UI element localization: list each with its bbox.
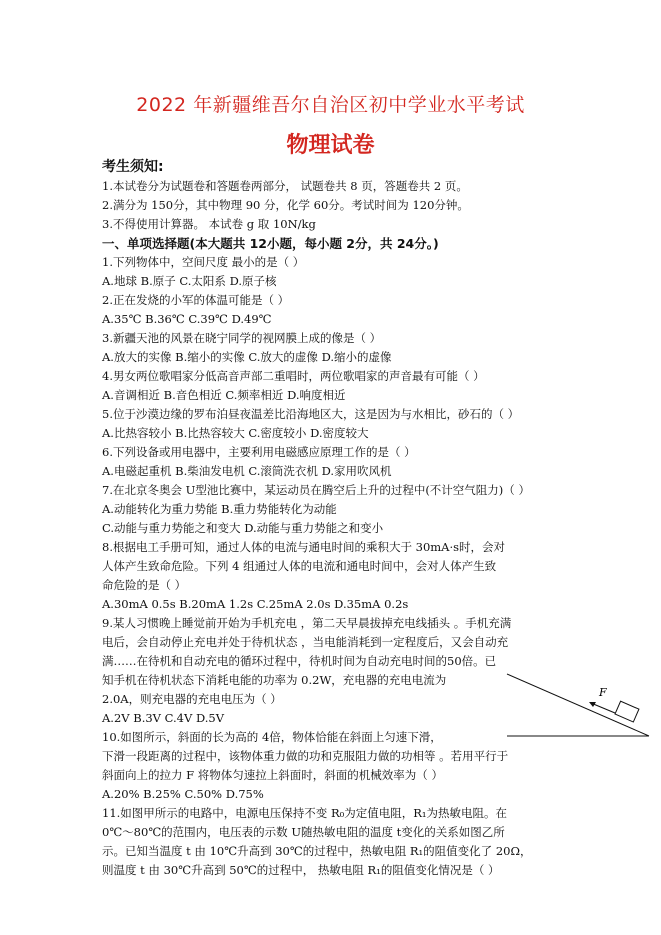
question-line: 2.正在发烧的小军的体温可能是（ ） xyxy=(102,293,290,307)
question-line: 满……在待机和自动充电的循环过程中，待机时间为自动充电时间的50倍。已 xyxy=(102,654,497,668)
question-line: 2.0A，则充电器的充电电压为（ ） xyxy=(102,692,282,706)
question-line: 9.某人习惯晚上睡觉前开始为手机充电 ，第二天早晨拔掉充电线插头 。手机充满 xyxy=(102,616,512,630)
question-line: 命危险的是（ ） xyxy=(102,578,187,592)
option-line: A.35℃ B.36℃ C.39℃ D.49℃ xyxy=(102,312,272,326)
force-label: F xyxy=(599,686,607,699)
option-line: A.30mA 0.5s B.20mA 1.2s C.25mA 2.0s D.35mA 0.2s xyxy=(102,597,409,611)
option-line: C.动能与重力势能之和变大 D.动能与重力势能之和变小 xyxy=(102,521,384,535)
exam-title: 2022 年新疆维吾尔自治区初中学业水平考试 xyxy=(136,94,525,116)
exam-subtitle: 物理试卷 xyxy=(286,133,375,158)
notice-item: 2.满分为 150分，其中物理 90 分，化学 60分。考试时间为 120分钟。 xyxy=(102,198,469,212)
question-line: 3.新疆天池的风景在晓宁同学的视网膜上成的像是（ ） xyxy=(102,331,382,345)
option-line: A.电磁起重机 B.柴油发电机 C.滚筒洗衣机 D.家用吹风机 xyxy=(102,464,392,478)
question-line: 则温度 t 由 30℃升高到 50℃的过程中， 热敏电阻 R₁的阻值变化情况是（ ） xyxy=(102,863,500,877)
option-line: A.动能转化为重力势能 B.重力势能转化为动能 xyxy=(102,502,337,516)
question-line: 7.在北京冬奥会 U型池比赛中，某运动员在腾空后上升的过程中(不计空气阻力)（ ） xyxy=(102,483,530,497)
question-line: 10.如图所示，斜面的长为高的 4倍，物体恰能在斜面上匀速下滑， xyxy=(102,730,442,744)
question-line: 知手机在待机状态下消耗电能的功率为 0.2W，充电器的充电电流为 xyxy=(102,673,447,687)
question-line: 斜面向上的拉力 F 将物体匀速拉上斜面时，斜面的机械效率为（ ） xyxy=(102,768,443,782)
option-line: A.20% B.25% C.50% D.75% xyxy=(102,787,264,801)
exam-content xyxy=(102,158,554,880)
question-line: 示。已知当温度 t 由 10℃升高到 30℃的过程中，热敏电阻 R₁的阻值变化了 20Ω， xyxy=(102,844,532,858)
option-line: A.2V B.3V C.4V D.5V xyxy=(102,711,225,725)
option-line: A.放大的实像 B.缩小的实像 C.放大的虚像 D.缩小的虚像 xyxy=(102,350,392,364)
question-line: 11.如图甲所示的电路中，电源电压保持不变 R₀为定值电阻，R₁为热敏电阻。在 xyxy=(102,806,507,820)
force-arrow xyxy=(591,703,615,713)
question-line: 电后，会自动停止充电并处于待机状态 ，当电能消耗到一定程度后，又会自动充 xyxy=(102,635,509,649)
question-line: 下滑一段距离的过程中，该物体重力做的功和克服阻力做的功相等 。若用平行于 xyxy=(102,749,509,763)
question-line: 5.位于沙漠边缘的罗布泊昼夜温差比沿海地区大，这是因为与水相比，砂石的（ ） xyxy=(102,407,520,421)
option-line: A.地球 B.原子 C.太阳系 D.原子核 xyxy=(102,274,277,288)
question-line: 人体产生致命危险。下列 4 组通过人体的电流和通电时间中，会对人体产生致 xyxy=(102,559,497,573)
notice-heading: 考生须知: xyxy=(102,159,164,175)
notice-item: 1.本试卷分为试题卷和答题卷两部分， 试题卷共 8 页，答题卷共 2 页。 xyxy=(102,179,468,193)
option-line: A.比热容较小 B.比热容较大 C.密度较小 D.密度较大 xyxy=(102,426,369,440)
incline-figure xyxy=(503,670,653,740)
notice-item: 3.不得使用计算器。 本试卷 g 取 10N/kg xyxy=(102,217,316,231)
question-line: 6.下列设备或用电器中，主要利用电磁感应原理工作的是（ ） xyxy=(102,445,416,459)
section-heading: 一、单项选择题(本大题共 12小题，每小题 2分，共 24分。) xyxy=(102,236,439,251)
block-object xyxy=(615,701,639,722)
question-line: 8.根据电工手册可知，通过人体的电流与通电时间的乘积大于 30mA·s时，会对 xyxy=(102,540,506,554)
question-line: 4.男女两位歌唱家分低高音声部二重唱时，两位歌唱家的声音最有可能（ ） xyxy=(102,369,485,383)
question-line: 0℃～80℃的范围内，电压表的示数 U随热敏电阻的温度 t变化的关系如图乙所 xyxy=(102,825,505,839)
option-line: A.音调相近 B.音色相近 C.频率相近 D.响度相近 xyxy=(102,388,346,402)
question-line: 1.下列物体中，空间尺度 最小的是（ ） xyxy=(102,255,305,269)
